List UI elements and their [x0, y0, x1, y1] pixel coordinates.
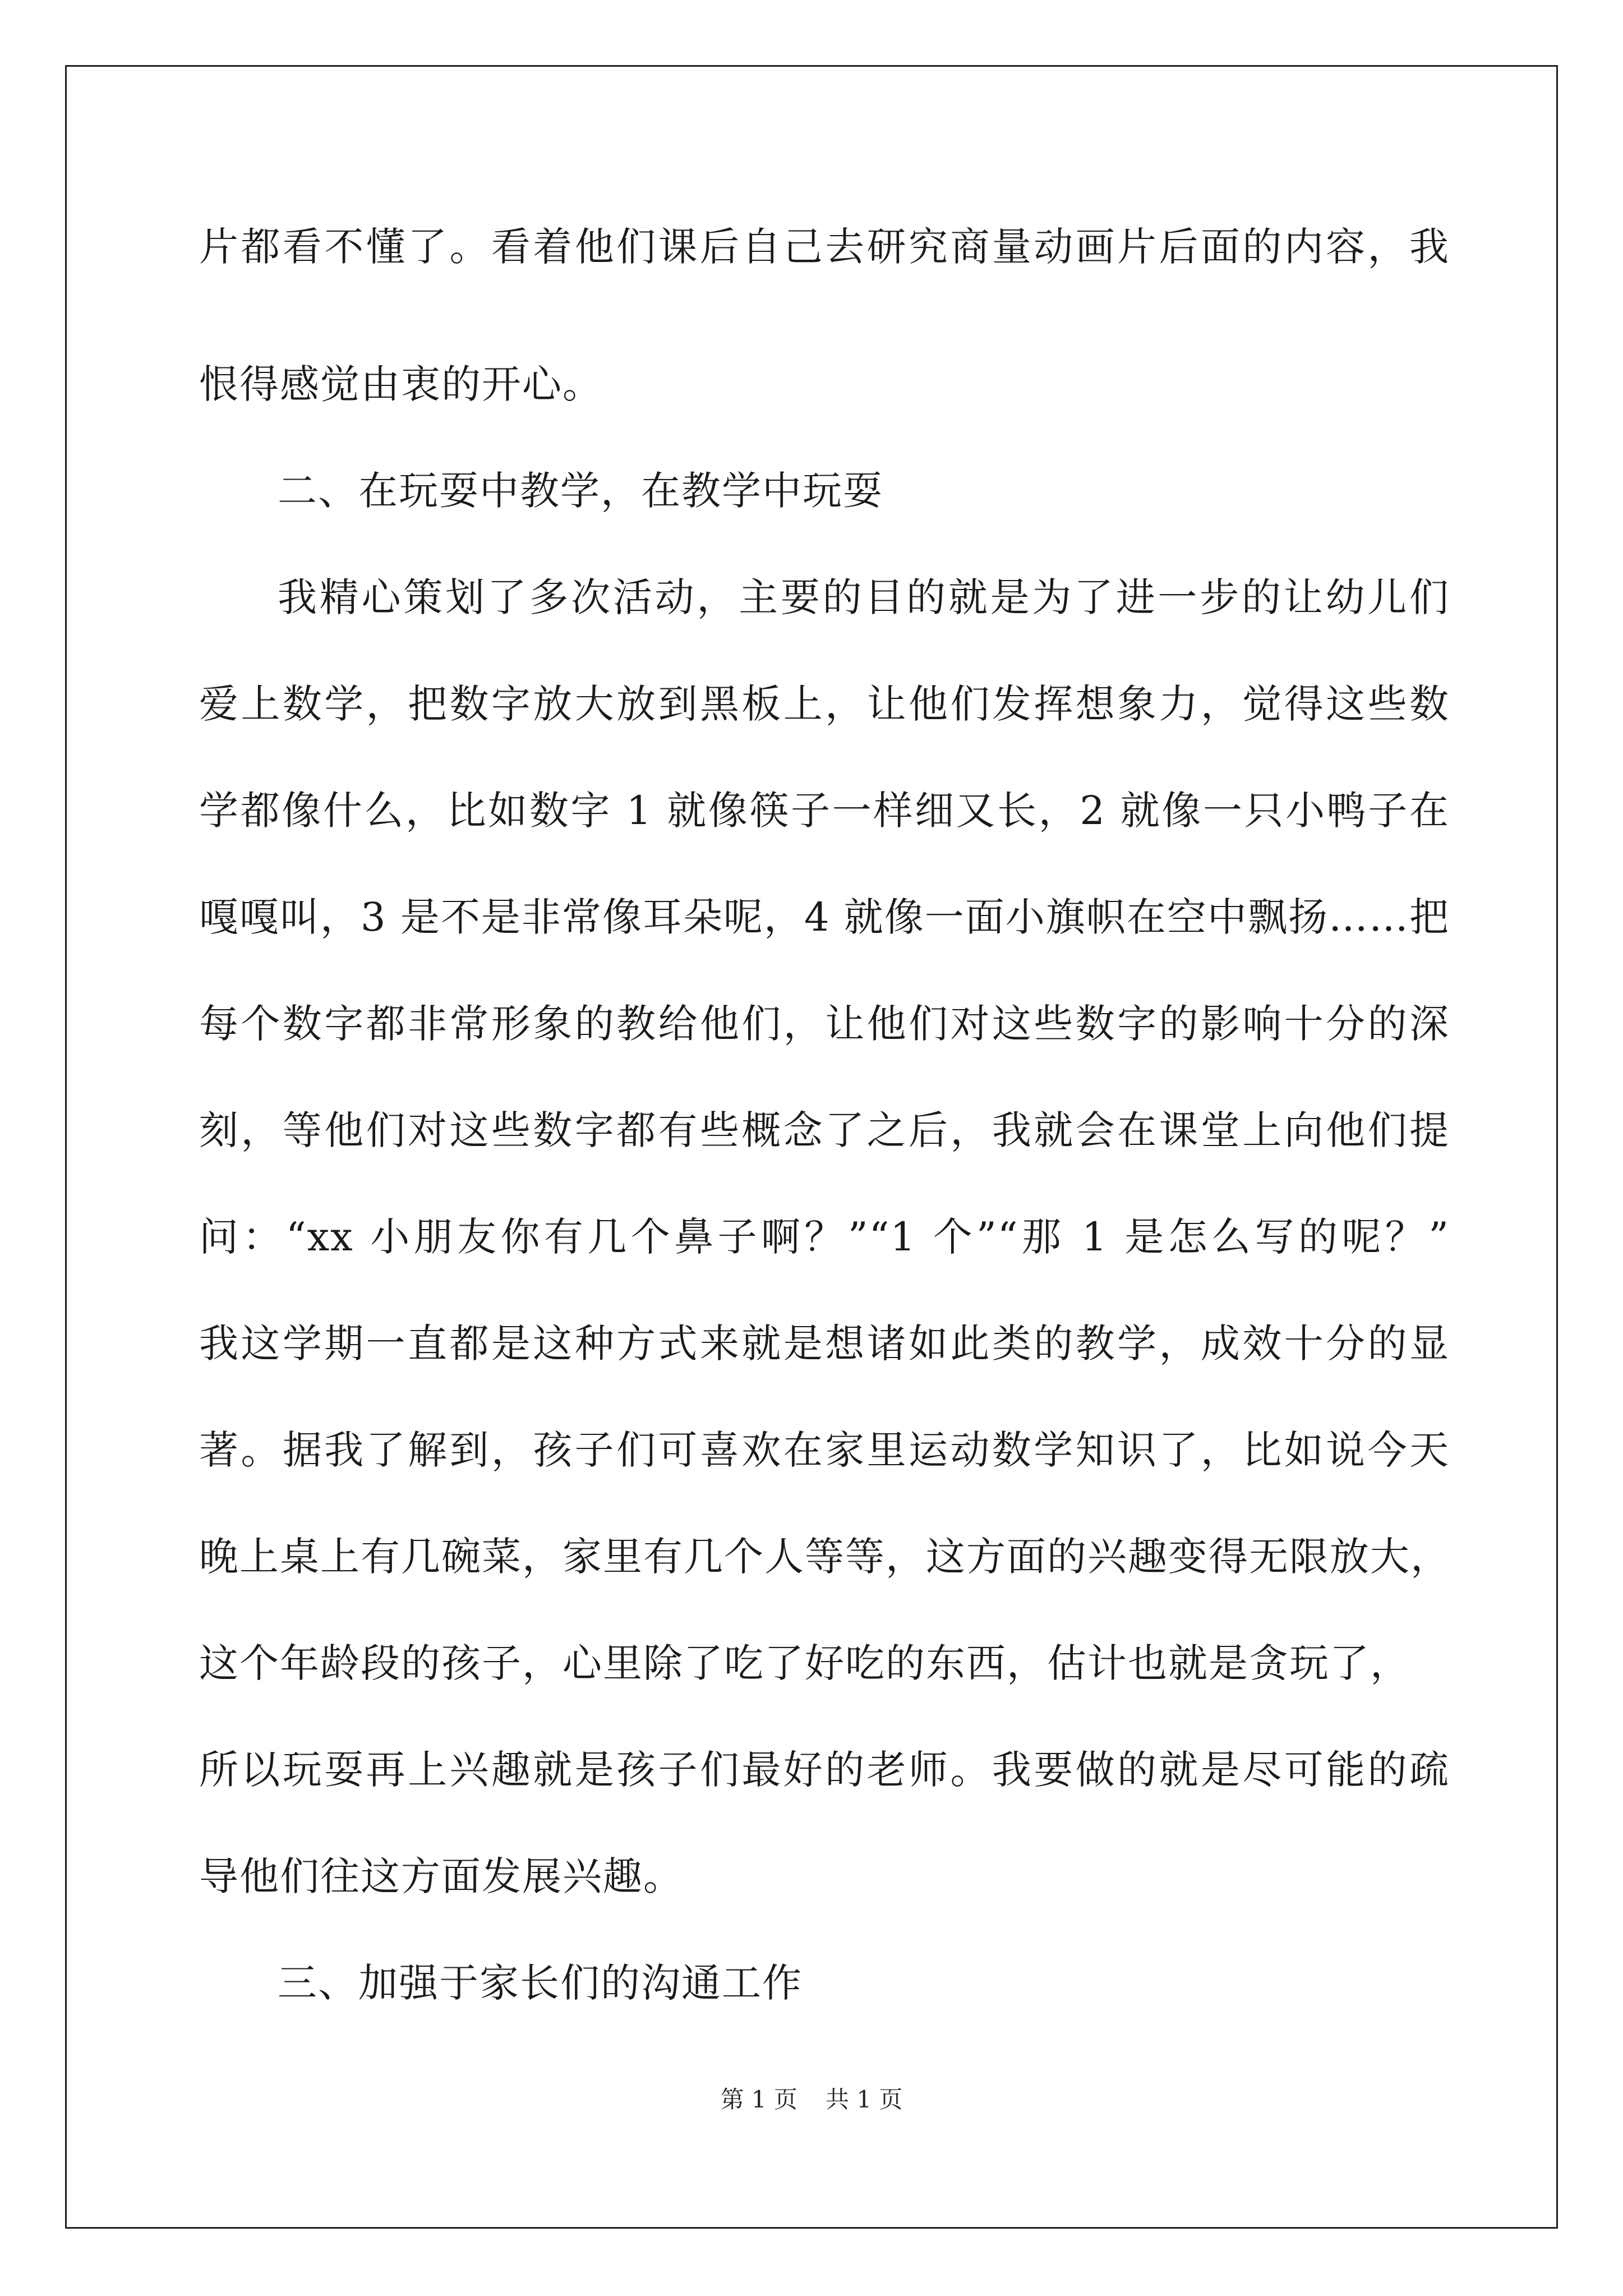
paragraph-line: 学都像什么，比如数字 1 就像筷子一样细又长，2 就像一只小鸭子在 — [199, 788, 1450, 834]
paragraph-line: 所以玩耍再上兴趣就是孩子们最好的老师。我要做的就是尽可能的疏 — [199, 1747, 1450, 1793]
page-number: 第 1 页 — [720, 2086, 797, 2113]
paragraph-line: 导他们往这方面发展兴趣。 — [199, 1853, 684, 1899]
paragraph-line: 片都看不懂了。看着他们课后自己去研究商量动画片后面的内容，我 — [199, 224, 1450, 270]
paragraph-line: 我这学期一直都是这种方式来就是想诸如此类的教学，成效十分的显 — [199, 1320, 1450, 1366]
page-total: 共 1 页 — [826, 2086, 903, 2113]
section-heading: 三、加强于家长们的沟通工作 — [278, 1960, 803, 2006]
paragraph-line: 我精心策划了多次活动，主要的目的就是为了进一步的让幼儿们 — [278, 574, 1450, 620]
paragraph-line: 爱上数学，把数字放大放到黑板上，让他们发挥想象力，觉得这些数 — [199, 681, 1450, 727]
paragraph-line: 刻，等他们对这些数字都有些概念了之后，我就会在课堂上向他们提 — [199, 1107, 1450, 1153]
paragraph-line: 这个年龄段的孩子，心里除了吃了好吃的东西，估计也就是贪玩了， — [199, 1640, 1410, 1686]
paragraph-line: 晚上桌上有几碗菜，家里有几个人等等，这方面的兴趣变得无限放大， — [199, 1534, 1451, 1580]
section-heading: 二、在玩耍中教学，在教学中玩耍 — [278, 468, 883, 514]
document-body — [199, 213, 1450, 2036]
paragraph-line: 问：“xx 小朋友你有几个鼻子啊？”“1 个”“那 1 是怎么写的呢？” — [199, 1214, 1450, 1260]
paragraph-line: 嘎嘎叫，3 是不是非常像耳朵呢，4 就像一面小旗帜在空中飘扬……把 — [199, 894, 1450, 940]
paragraph-line: 恨得感觉由衷的开心。 — [199, 361, 603, 407]
paragraph-line: 每个数字都非常形象的教给他们，让他们对这些数字的影响十分的深 — [199, 1001, 1450, 1047]
paragraph-line: 著。据我了解到，孩子们可喜欢在家里运动数学知识了，比如说今天 — [199, 1427, 1450, 1473]
page-footer — [0, 2081, 1623, 2115]
